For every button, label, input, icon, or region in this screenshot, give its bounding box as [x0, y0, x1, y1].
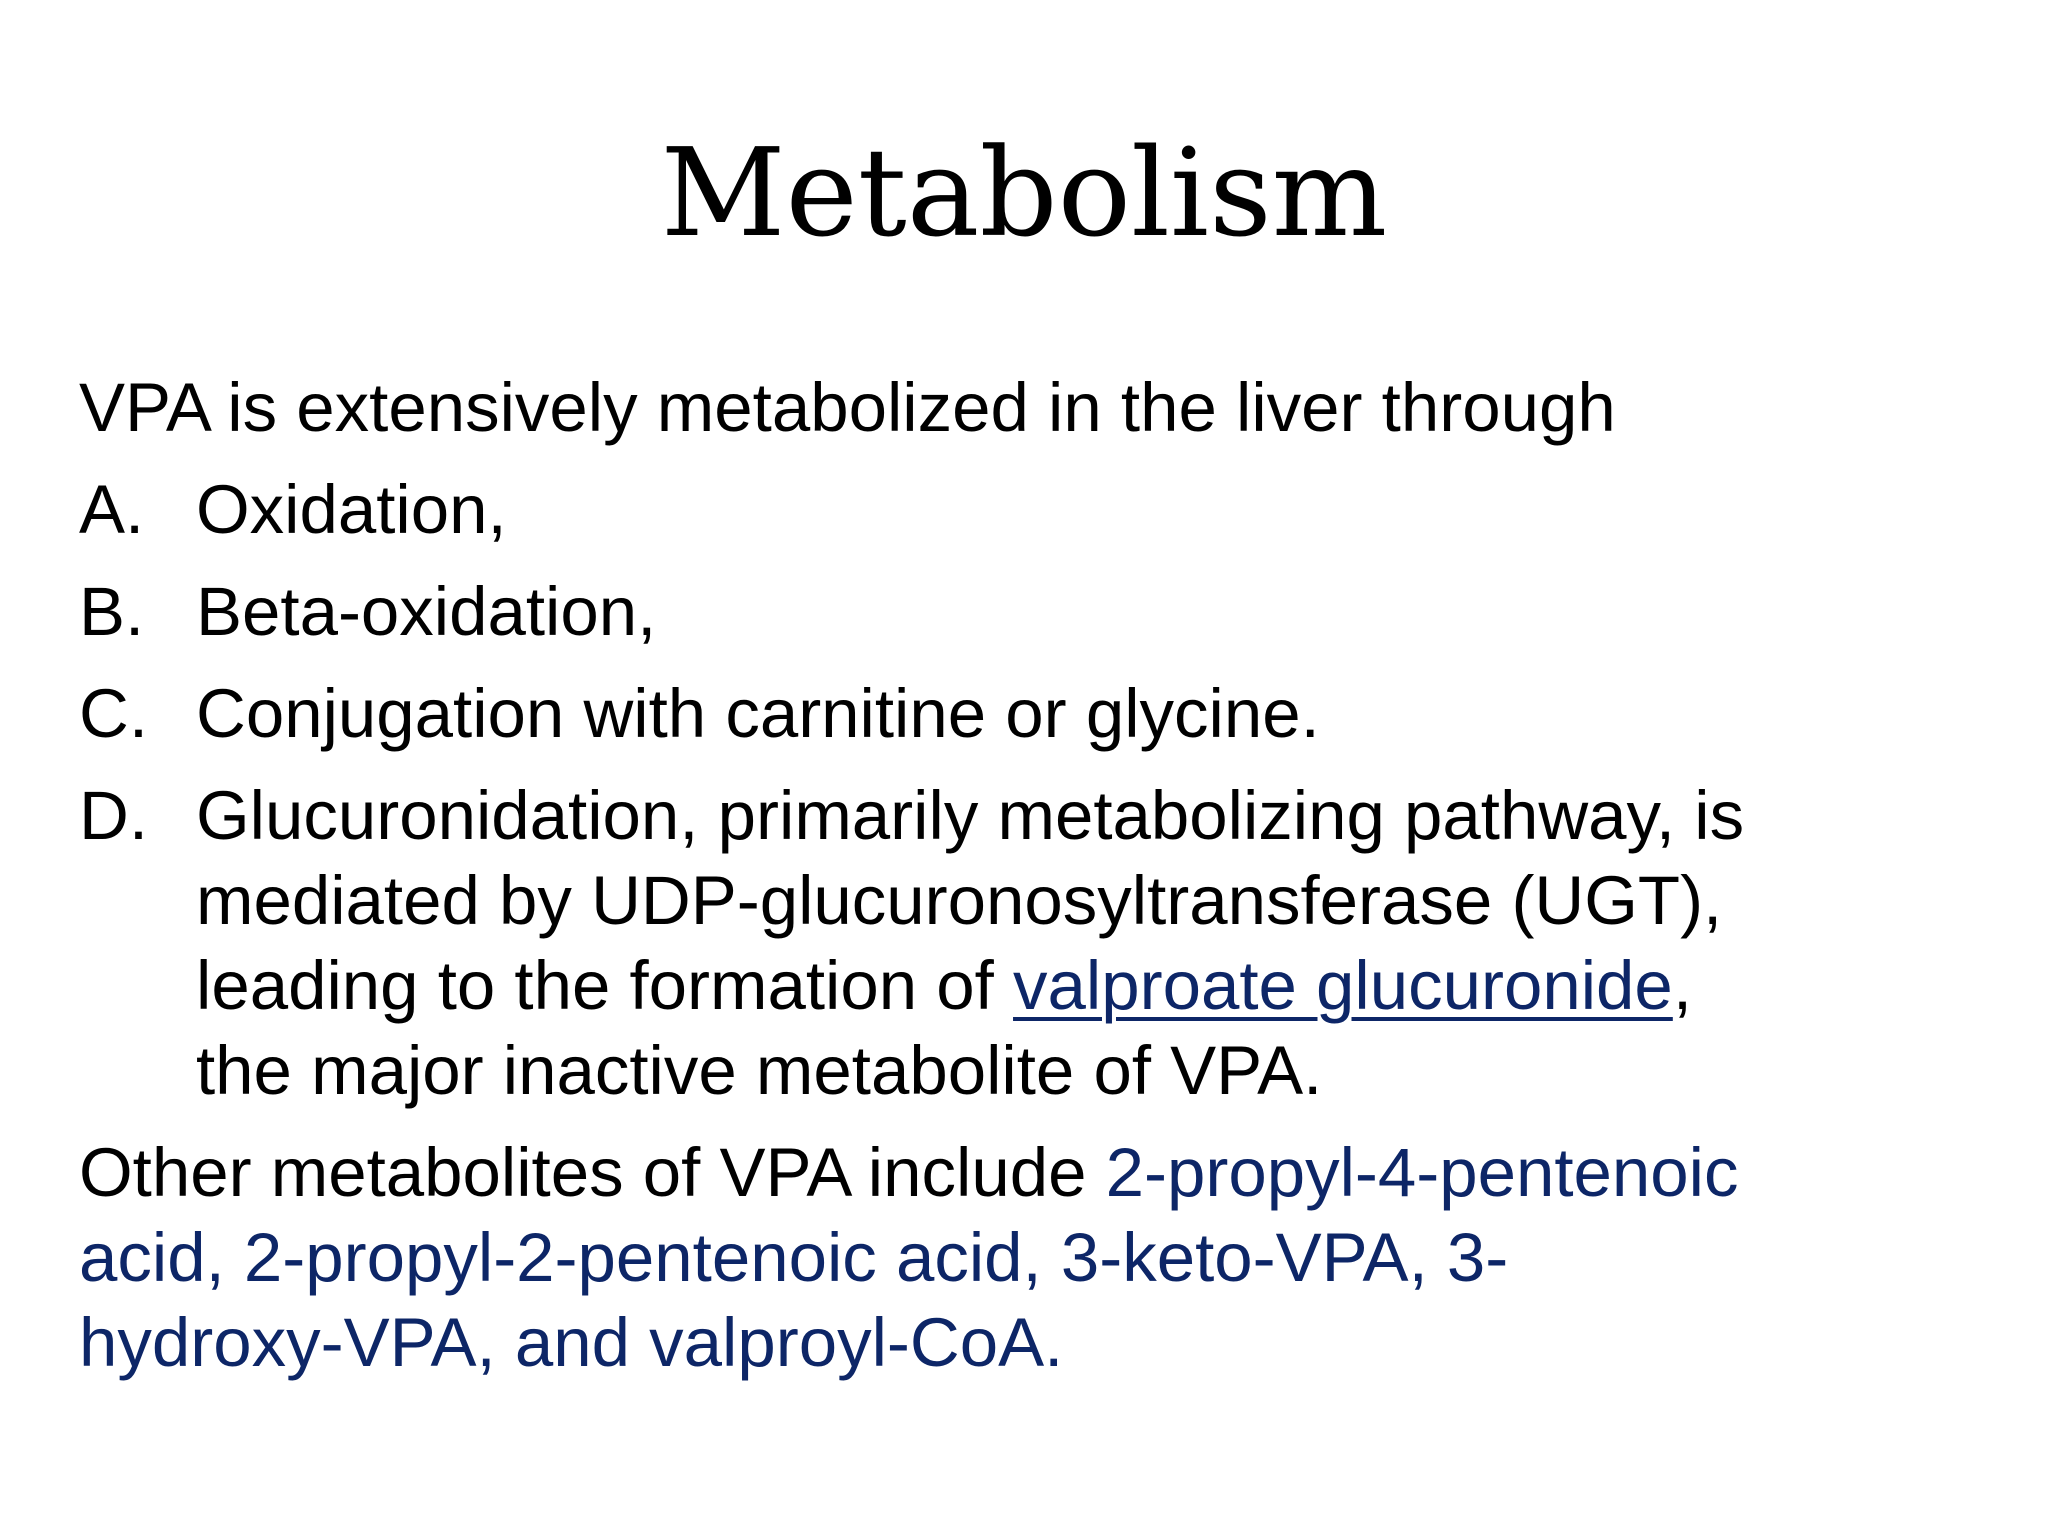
intro-text: VPA is extensively metabolized in the liver through: [79, 369, 1616, 446]
list-item-beta-oxidation: [79, 569, 1999, 654]
other-metabolites-paragraph: [79, 1130, 1999, 1385]
glucuronidation-line-2: mediated by UDP-glucuronosyltransferase (UGT),: [196, 862, 1723, 939]
list-item-conjugation: [79, 671, 1999, 756]
glucuronidation-line-4: the major inactive metabolite of VPA.: [196, 1032, 1323, 1109]
list-item-glucuronidation: [79, 773, 1999, 1113]
metabolite-names-part-3: hydroxy-VPA, and valproyl-CoA.: [79, 1304, 1064, 1381]
list-item-text: Beta-oxidation,: [196, 573, 657, 650]
list-item-oxidation: [79, 467, 1999, 552]
slide-body: [79, 365, 1999, 1385]
metabolite-names-part-1: 2-propyl-4-pentenoic: [1105, 1134, 1739, 1211]
slide-title: Metabolism: [660, 122, 1388, 264]
glucuronidation-line-1: Glucuronidation, primarily metabolizing pathway, is: [196, 777, 1745, 854]
list-marker: C.: [79, 675, 148, 752]
metabolism-pathway-list: [79, 467, 1999, 1113]
list-marker: A.: [79, 471, 145, 548]
glucuronidation-line-3-suffix: ,: [1672, 947, 1692, 1024]
glucuronidation-line-3-prefix: leading to the formation of: [196, 947, 1014, 1024]
list-item-text: Oxidation,: [196, 471, 507, 548]
list-item-text: Conjugation with carnitine or glycine.: [196, 675, 1320, 752]
metabolite-names-part-2: acid, 2-propyl-2-pentenoic acid, 3-keto-VPA, 3-: [79, 1219, 1509, 1296]
list-marker: D.: [79, 777, 148, 854]
glucuronidation-line-3: [196, 943, 1999, 1028]
valproate-glucuronide-link[interactable]: valproate glucuronide: [1013, 947, 1673, 1024]
other-metabolites-prefix: Other metabolites of VPA include: [79, 1134, 1106, 1211]
other-metabolites-line-1: [79, 1130, 1999, 1215]
list-marker: B.: [79, 573, 145, 650]
